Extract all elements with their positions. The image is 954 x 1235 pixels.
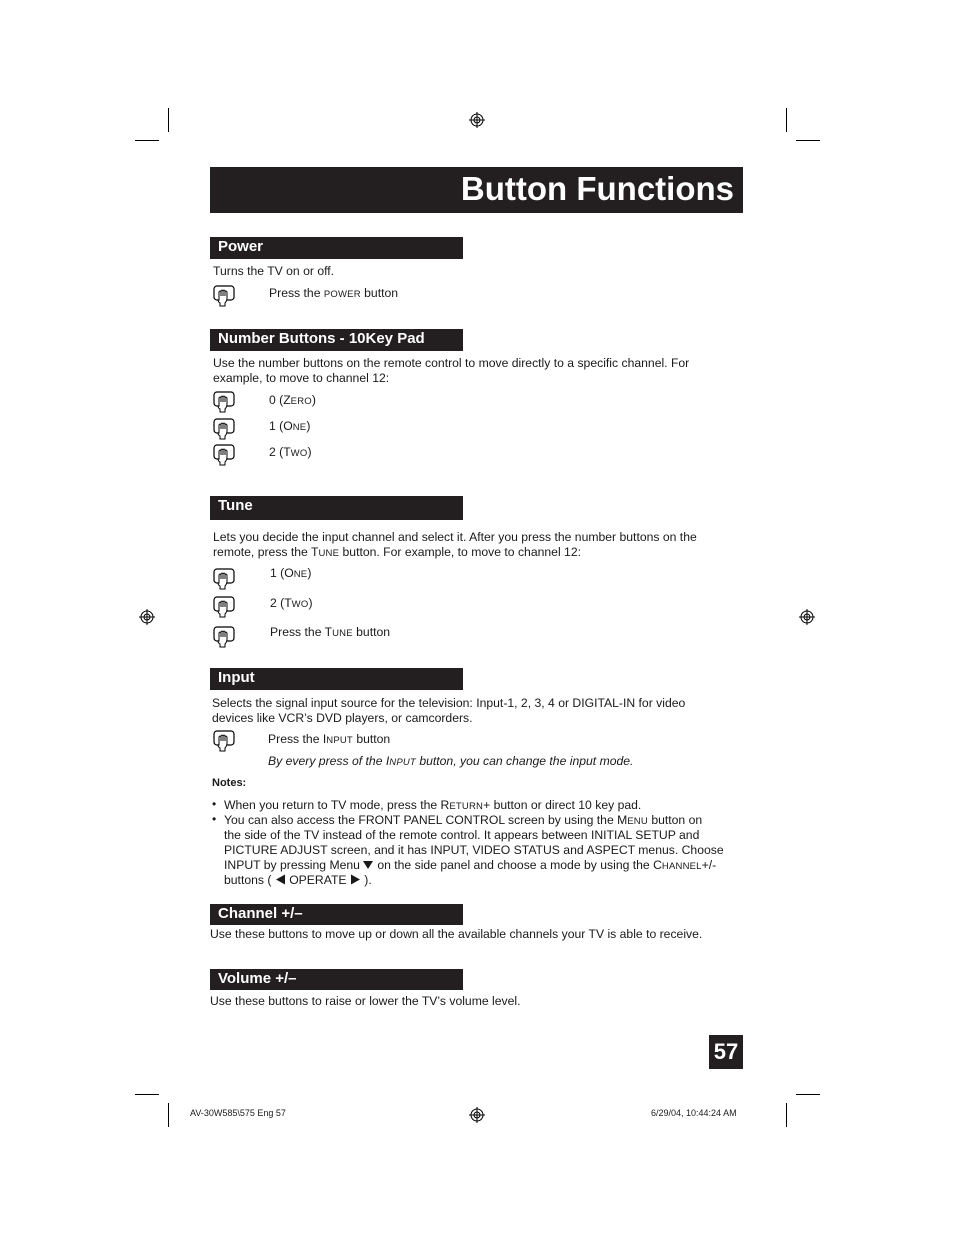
step-text-smallcaps: POWER bbox=[323, 289, 361, 300]
step-text-smallcaps: WO bbox=[291, 599, 309, 610]
number-description-line: example, to move to channel 12: bbox=[213, 371, 390, 385]
hand-press-icon bbox=[213, 391, 235, 413]
step-text: 2 (T bbox=[269, 445, 291, 459]
section-heading-channel bbox=[210, 904, 463, 925]
tune-description-line: Lets you decide the input channel and select it. After you press the number buttons on the bbox=[213, 530, 697, 544]
step-text: ) bbox=[308, 596, 313, 610]
step-text-smallcaps: UNE bbox=[332, 628, 353, 639]
hand-press-icon bbox=[213, 285, 235, 307]
step-text: button bbox=[360, 286, 399, 300]
desc-text-smallcaps: UNE bbox=[318, 548, 340, 559]
step-text: 1 (O bbox=[269, 419, 293, 433]
step-text: Press the bbox=[269, 286, 324, 300]
arrow-down-icon bbox=[362, 860, 374, 870]
crop-mark bbox=[796, 140, 820, 141]
section-heading-text: Volume +/– bbox=[218, 970, 297, 987]
note-bullet-line bbox=[224, 813, 702, 829]
crop-mark bbox=[786, 108, 787, 132]
desc-text: button. For example, to move to channel 12: bbox=[339, 545, 581, 559]
number-step bbox=[269, 419, 310, 433]
bullet-text: on the side panel and choose a mode by using the C bbox=[373, 858, 662, 872]
arrow-right-icon bbox=[350, 874, 361, 885]
step-text-smallcaps: NPUT bbox=[326, 735, 353, 746]
bullet-text-smallcaps: ENU bbox=[627, 816, 648, 827]
note-bullet-line bbox=[224, 873, 372, 888]
note-text-smallcaps: NPUT bbox=[389, 757, 416, 768]
tune-step bbox=[270, 625, 390, 639]
bullet-text: buttons ( bbox=[224, 873, 275, 887]
registration-mark-icon bbox=[469, 1107, 485, 1123]
tune-step bbox=[270, 566, 311, 580]
step-text: Press the I bbox=[268, 732, 327, 746]
arrow-left-icon bbox=[275, 874, 286, 885]
number-description-line: Use the number buttons on the remote control to move directly to a specific channel. For bbox=[213, 356, 690, 370]
power-step bbox=[269, 286, 398, 300]
step-text-smallcaps: WO bbox=[290, 448, 308, 459]
step-text: ) bbox=[311, 393, 316, 407]
section-heading-input bbox=[210, 668, 463, 690]
step-text: button bbox=[352, 732, 391, 746]
section-heading-text: Input bbox=[218, 669, 255, 686]
bullet-text: OPERATE bbox=[285, 873, 350, 887]
bullet-text: + button or direct 10 key pad. bbox=[483, 798, 642, 812]
input-description-line: devices like VCR’s DVD players, or camcorders. bbox=[212, 711, 473, 725]
note-text: By every press of the I bbox=[268, 754, 390, 768]
page-number: 57 bbox=[709, 1035, 743, 1069]
section-heading-volume bbox=[210, 969, 463, 990]
step-text: 0 (Z bbox=[269, 393, 291, 407]
number-step bbox=[269, 393, 316, 407]
bullet-text-smallcaps: ETURN bbox=[449, 801, 484, 812]
crop-mark bbox=[796, 1094, 820, 1095]
registration-mark-icon bbox=[799, 609, 815, 625]
tune-step bbox=[270, 596, 313, 610]
section-heading-number-buttons bbox=[210, 329, 463, 351]
power-description: Turns the TV on or off. bbox=[213, 264, 335, 278]
hand-press-icon bbox=[213, 568, 235, 590]
input-description-line: Selects the signal input source for the television: Input-1, 2, 3, 4 or DIGITAL-IN for video bbox=[212, 696, 686, 710]
section-heading-power bbox=[210, 237, 463, 259]
crop-mark bbox=[786, 1103, 787, 1127]
bullet-text: You can also access the FRONT PANEL CONTROL screen by using the M bbox=[224, 813, 628, 827]
section-heading-text: Number Buttons - 10Key Pad bbox=[218, 330, 425, 347]
note-bullet-line: PICTURE ADJUST screen, and it has INPUT, VIDEO STATUS and ASPECT menus. Choose bbox=[224, 843, 724, 857]
bullet-icon: • bbox=[212, 797, 217, 811]
hand-press-icon bbox=[213, 596, 235, 618]
step-text: ) bbox=[307, 445, 312, 459]
page-title: Button Functions bbox=[460, 170, 734, 207]
channel-description: Use these buttons to move up or down all the available channels your TV is able to receive. bbox=[210, 927, 703, 941]
bullet-text: When you return to TV mode, press the R bbox=[224, 798, 450, 812]
bullet-text: +/- bbox=[701, 858, 717, 872]
registration-mark-icon bbox=[469, 112, 485, 128]
crop-mark bbox=[135, 1094, 159, 1095]
section-heading-tune bbox=[210, 496, 463, 520]
crop-mark bbox=[168, 108, 169, 132]
note-text: button, you can change the input mode. bbox=[415, 754, 634, 768]
bullet-text-smallcaps: HANNEL bbox=[661, 861, 702, 872]
hand-press-icon bbox=[213, 626, 235, 648]
notes-label: Notes: bbox=[212, 777, 247, 789]
section-heading-text: Tune bbox=[218, 497, 253, 514]
note-bullet-line: the side of the TV instead of the remote control. It appears between INITIAL SETUP and bbox=[224, 828, 700, 842]
step-text: ) bbox=[307, 566, 312, 580]
step-text-smallcaps: NE bbox=[292, 422, 307, 433]
footer-left: AV-30W585\575 Eng 57 bbox=[190, 1108, 286, 1118]
step-text: ) bbox=[306, 419, 311, 433]
hand-press-icon bbox=[213, 418, 235, 440]
input-step bbox=[268, 732, 390, 746]
number-step bbox=[269, 445, 312, 459]
step-text: 1 (O bbox=[270, 566, 294, 580]
registration-mark-icon bbox=[139, 609, 155, 625]
volume-description: Use these buttons to raise or lower the TV’s volume level. bbox=[210, 994, 521, 1008]
step-text-smallcaps: NE bbox=[293, 569, 308, 580]
step-text: button bbox=[352, 625, 391, 639]
hand-press-icon bbox=[213, 444, 235, 466]
section-heading-text: Power bbox=[218, 238, 264, 255]
bullet-text: ). bbox=[360, 873, 372, 887]
note-bullet bbox=[224, 798, 641, 814]
step-text-smallcaps: ERO bbox=[290, 396, 312, 407]
crop-mark bbox=[135, 140, 159, 141]
step-text: 2 (T bbox=[270, 596, 292, 610]
footer-right: 6/29/04, 10:44:24 AM bbox=[651, 1108, 737, 1118]
desc-text: remote, press the T bbox=[213, 545, 319, 559]
bullet-text: INPUT by pressing Menu bbox=[224, 858, 360, 872]
crop-mark bbox=[168, 1103, 169, 1127]
input-note bbox=[268, 754, 633, 768]
section-heading-text: Channel +/– bbox=[218, 905, 303, 922]
bullet-icon: • bbox=[212, 812, 217, 826]
tune-description-line bbox=[213, 545, 581, 561]
bullet-text: button on bbox=[647, 813, 703, 827]
hand-press-icon bbox=[213, 730, 235, 752]
step-text: Press the T bbox=[270, 625, 333, 639]
page-title-bar bbox=[210, 167, 743, 213]
note-bullet-line bbox=[224, 858, 716, 874]
